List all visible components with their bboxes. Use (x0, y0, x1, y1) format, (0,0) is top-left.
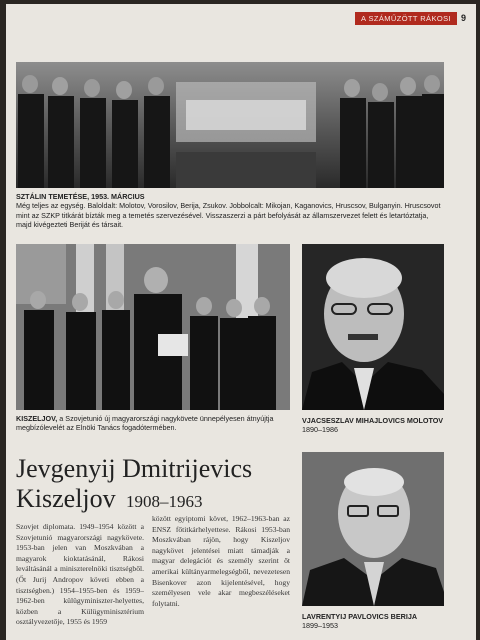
berija-caption (302, 612, 444, 631)
magazine-page (6, 4, 476, 640)
funeral-caption (16, 192, 444, 230)
funeral-caption-text: Még teljes az egység. Baloldalt: Molotov, Vorosilov, Berija, Zsukov. Jobbolcalt: Mikojan, Kaganovics, Hruscsov, Bulganyin. Hruscsovot mint az SZKP titkárát bízták meg a temetés szervezésével. Visszaszerzi a párt befolyását az államszervezet felett és letartóztatja, majd kivégezteti Beriját és társait. (16, 201, 441, 230)
molotov-name: VJACSESZLAV MIHAJLOVICS MOLOTOV (302, 416, 444, 425)
funeral-photo (16, 62, 444, 188)
article-title-line1: Jevgenyij Dmitrijevics (16, 454, 253, 483)
berija-portrait (302, 452, 444, 606)
molotov-years: 1890–1986 (302, 425, 338, 435)
article-title-years: 1908–1963 (126, 492, 203, 511)
section-title: A SZÁMŰZÖTT RÁKOSI (355, 12, 457, 25)
funeral-caption-title: SZTÁLIN TEMETÉSE, 1953. MÁRCIUS (16, 192, 145, 201)
kiszeljov-caption-text: a Szovjetunió új magyarországi nagykövete ünnepélyesen átnyújtja megbízólevelét az Elnöki Tanács fogadótermében. (16, 414, 274, 433)
kiszeljov-caption (16, 414, 290, 433)
page-header (355, 10, 476, 26)
kiszeljov-ceremony-photo (16, 244, 290, 410)
article-title-line2: Kiszeljov (16, 484, 116, 513)
article-column-1: Szovjet diplomata. 1949–1954 között a Szovjetunió magyarországi nagykövete. 1953-ban jelen van Moszkvában a magyarok kioktatásánál, Rákosi leváltásánál a miniszterelnöki tisztségből. (Őt Jurij Andropov követi ebben a tisztségben.) 1954–1955-ben és 1959–1962-ben külügyminiszter-helyettes, közben a Külügyminisztérium osztályvezetője, 1955 és 1959 (16, 522, 144, 627)
molotov-caption (302, 416, 444, 435)
page-number: 9 (457, 13, 476, 23)
kiszeljov-caption-title: KISZELJOV, (16, 414, 58, 423)
berija-years: 1899–1953 (302, 621, 338, 631)
berija-name: LAVRENTYIJ PAVLOVICS BERIJA (302, 612, 418, 621)
article-column-2: között egyiptomi követ, 1962–1963-ban az ENSZ főtitkárhelyettese. Rákosi 1953-ban Moszkvában rájön, hogy Kiszeljov nagykövet jelentései miatt támadják a magyar delegációt és személy szerint őt amerikai kültányarmelegségből, nevezetesen Bisenkover azon kijelentésével, hogy személyesen vele akar megbeszéléseket folytatni. (152, 514, 290, 608)
molotov-portrait (302, 244, 444, 410)
